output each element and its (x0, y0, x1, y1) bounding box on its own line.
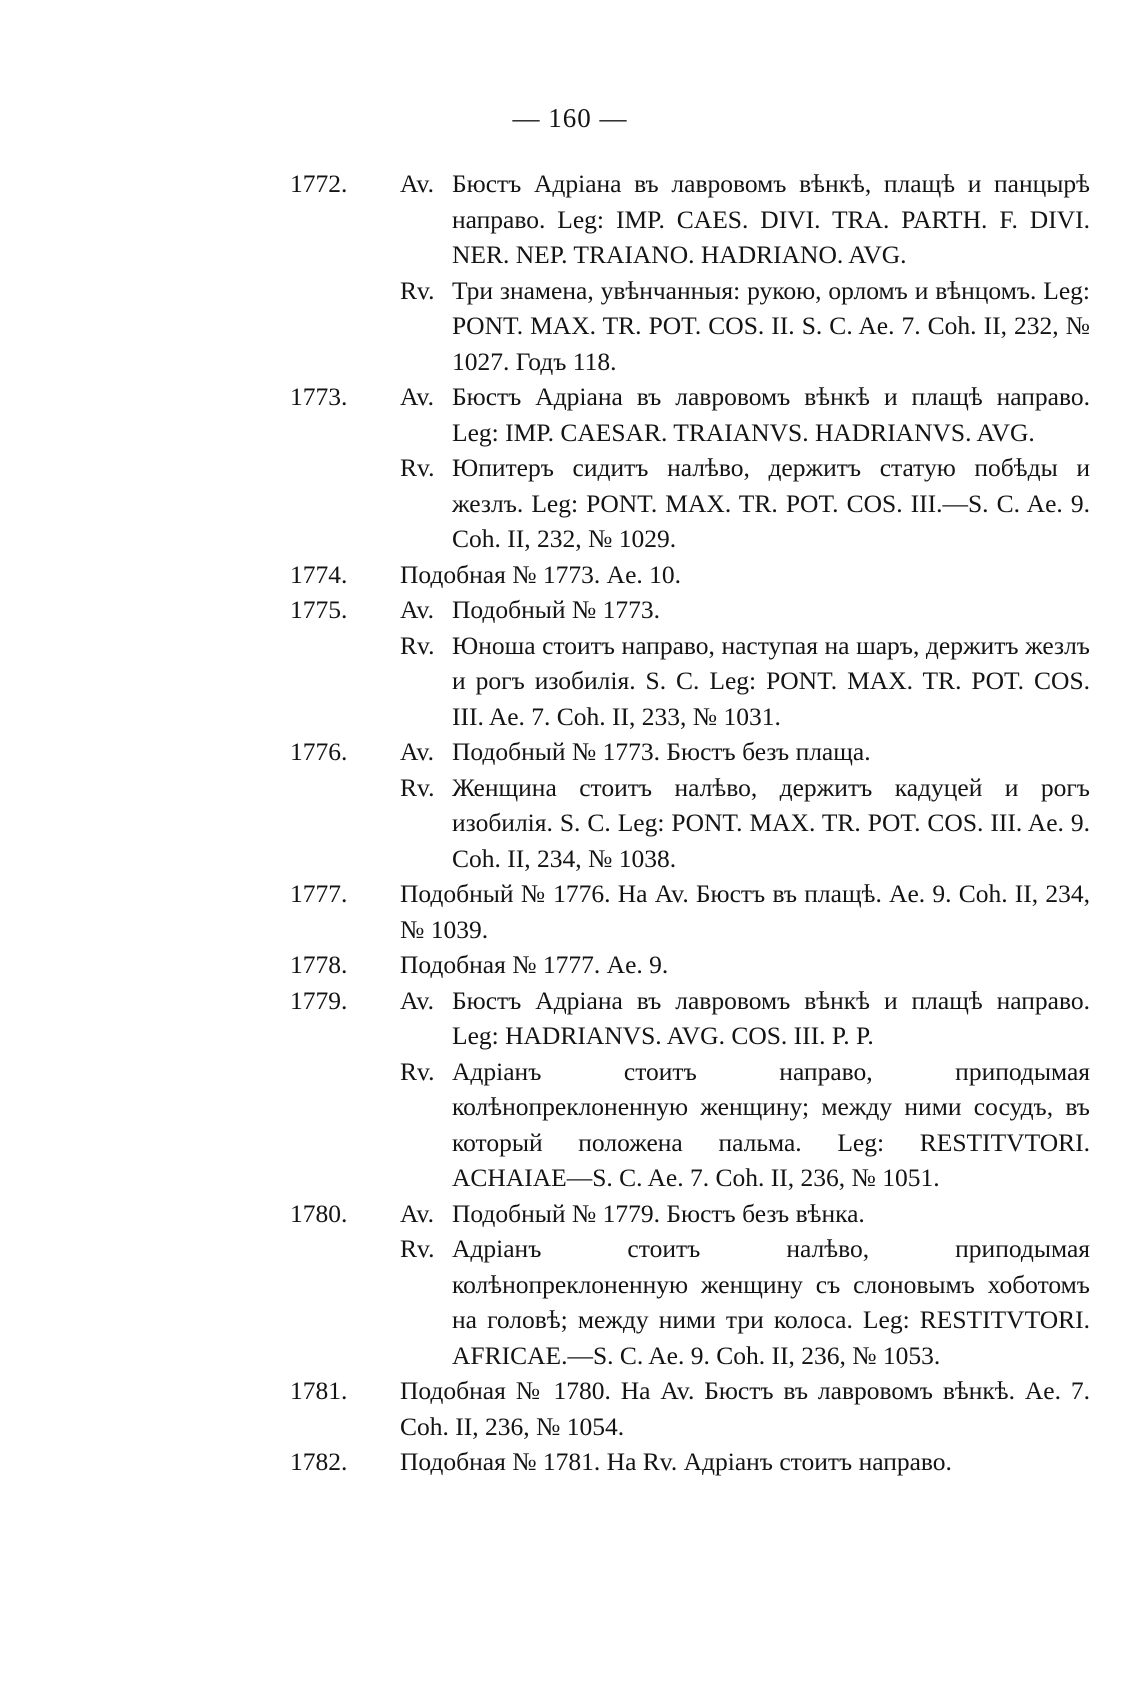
side-label: Rv. (400, 772, 435, 802)
entry-number: 1782. (290, 1447, 348, 1476)
side-label: Rv. (400, 1234, 435, 1263)
side-label: Av. (400, 985, 434, 1015)
catalog-entry (290, 1196, 1090, 1374)
catalog-entry (290, 947, 1090, 983)
side-text: Бюстъ Адріана въ лавровомъ вѣнкѣ и плащѣ направо. Leg: HADRIANVS. AVG. COS. III. P. P. (452, 985, 1090, 1050)
reverse-description (400, 770, 1090, 877)
catalog-entry (290, 379, 1090, 557)
side-label: Av. (400, 1198, 434, 1228)
side-label: Av. (400, 595, 434, 624)
entry-number: 1777. (290, 879, 348, 908)
reverse-description (400, 273, 1090, 380)
side-text: Бюстъ Адріана въ лавровомъ вѣнкѣ, плащѣ и панцырѣ направо. Leg: IMP. CAES. DIVI. TRA. PARTH. F. DIVI. NER. NEP. TRAIANO. HADRIANO. AVG. (452, 169, 1090, 269)
side-label: Rv. (400, 275, 435, 305)
entry-text: Подобная № 1777. Ae. 9. (400, 950, 669, 979)
side-label: Rv. (400, 630, 435, 660)
side-text: Юпитеръ сидитъ налѣво, держитъ статую побѣды и жезлъ. Leg: PONT. MAX. TR. POT. COS. III.—S. C. Ae. 9. Coh. II, 232, № 1029. (452, 453, 1090, 553)
catalog-entry (290, 557, 1090, 593)
catalog-entry (290, 734, 1090, 876)
entry-number: 1772. (290, 169, 348, 198)
catalog-entries (290, 166, 1090, 1480)
catalog-entry (290, 876, 1090, 947)
entry-number: 1781. (290, 1376, 348, 1405)
side-label: Av. (400, 382, 434, 411)
side-text: Женщина стоитъ налѣво, держитъ кадуцей и рогъ изобилія. S. C. Leg: PONT. MAX. TR. POT. COS. III. Ae. 9. Coh. II, 234, № 1038. (452, 772, 1090, 873)
reverse-description (400, 1231, 1090, 1373)
entry-text: Подобная № 1773. Ae. 10. (400, 559, 682, 589)
reverse-description (400, 450, 1090, 557)
side-label: Av. (400, 169, 434, 198)
obverse-description (400, 983, 1090, 1054)
entry-number: 1778. (290, 950, 348, 979)
side-text: Подобный № 1773. (452, 595, 661, 624)
side-label: Av. (400, 737, 434, 766)
entry-number: 1774. (290, 559, 348, 589)
obverse-description (400, 379, 1090, 450)
obverse-description (400, 734, 1090, 770)
catalog-entry (290, 983, 1090, 1196)
reverse-description (400, 628, 1090, 735)
catalog-entry (290, 166, 1090, 379)
reverse-description (400, 1054, 1090, 1196)
entry-number: 1775. (290, 595, 348, 624)
obverse-description (400, 166, 1090, 273)
entry-number: 1780. (290, 1198, 348, 1228)
catalog-entry (290, 592, 1090, 734)
entry-text: Подобная № 1781. На Rv. Адріанъ стоитъ направо. (400, 1447, 952, 1476)
side-label: Rv. (400, 1056, 435, 1086)
side-text: Юноша стоитъ направо, наступая на шаръ, держитъ жезлъ и рогъ изобилія. S. C. Leg: PONT. MAX. TR. POT. COS. III. Ae. 7. Coh. II, 233, № 1031. (452, 630, 1090, 731)
side-text: Подобный № 1773. Бюстъ безъ плаща. (452, 737, 871, 766)
side-label: Rv. (400, 453, 435, 482)
entry-text: Подобный № 1776. На Av. Бюстъ въ плащѣ. Ae. 9. Coh. II, 234, № 1039. (400, 879, 1090, 944)
entry-text: Подобная № 1780. На Av. Бюстъ въ лавровомъ вѣнкѣ. Ae. 7. Coh. II, 236, № 1054. (400, 1376, 1090, 1441)
side-text: Адріанъ стоитъ направо, приподымая колѣнопреклоненную женщину; между ними сосудъ, въ который положена пальма. Leg: RESTITVTORI. ACHAIAE—S. C. Ae. 7. Coh. II, 236, № 1051. (452, 1056, 1090, 1192)
side-text: Бюстъ Адріана въ лавровомъ вѣнкѣ и плащѣ направо. Leg: IMP. CAESAR. TRAIANVS. HADRIANVS. AVG. (452, 382, 1090, 447)
page-number: — 160 — (512, 103, 628, 133)
catalog-entry (290, 1444, 1090, 1480)
entry-number: 1773. (290, 382, 348, 411)
side-text: Адріанъ стоитъ налѣво, приподымая колѣнопреклоненную женщину съ слоновымъ хоботомъ на головѣ; между ними три колоса. Leg: RESTITVTORI. AFRICAE.—S. C. Ae. 9. Coh. II, 236, № 1053. (452, 1234, 1090, 1370)
obverse-description (400, 592, 1090, 628)
entry-number: 1779. (290, 985, 348, 1015)
catalog-entry (290, 1373, 1090, 1444)
side-text: Три знамена, увѣнчанныя: рукою, орломъ и вѣнцомъ. Leg: PONT. MAX. TR. POT. COS. II. S. C. Ae. 7. Coh. II, 232, № 1027. Годъ 118. (452, 275, 1090, 376)
side-text: Подобный № 1779. Бюстъ безъ вѣнка. (452, 1198, 865, 1228)
entry-number: 1776. (290, 737, 348, 766)
obverse-description (400, 1196, 1090, 1232)
